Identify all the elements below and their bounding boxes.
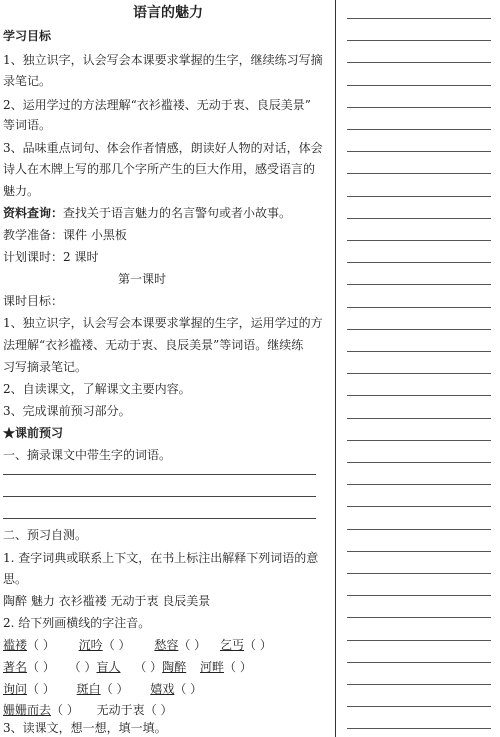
note-line[interactable]	[347, 551, 491, 552]
note-line[interactable]	[347, 684, 491, 685]
note-line[interactable]	[347, 529, 491, 530]
question-1: 一、摘录课文中带生字的词语。	[3, 448, 172, 462]
pinyin-word: 询问	[3, 682, 28, 696]
pinyin-blank[interactable]: （ ）	[27, 682, 55, 696]
question-2-1: 1. 查字词典或联系上下文，在书上标注出解释下列词语的意	[3, 551, 319, 565]
pinyin-blank[interactable]: （ ）	[27, 638, 55, 652]
note-line[interactable]	[347, 506, 491, 507]
note-line[interactable]	[347, 129, 491, 130]
question-2: 二、预习自测。	[3, 528, 88, 542]
lesson-objective-line: 3、完成课前预习部分。	[3, 404, 131, 418]
pinyin-blank[interactable]: （ ）	[224, 660, 252, 674]
note-line[interactable]	[347, 462, 491, 463]
note-line[interactable]	[347, 373, 491, 374]
note-line[interactable]	[347, 240, 491, 241]
note-line[interactable]	[347, 395, 491, 396]
answer-line[interactable]	[3, 518, 316, 519]
note-line[interactable]	[347, 18, 491, 19]
pinyin-word: 陶醉	[162, 660, 187, 674]
lesson-objective-line: 习写摘录笔记。	[3, 360, 88, 374]
objective-line: 1、独立识字，认会写会本课要求掌握的生字，继续练习写摘	[3, 53, 323, 67]
objective-line: 3、品味重点词句、体会作者情感，朗读好人物的对话，体会	[3, 141, 323, 155]
pinyin-word: 盲人	[96, 660, 121, 674]
objective-line: 等词语。	[3, 118, 52, 132]
lesson-objective-line: 2、自读课文，了解课文主要内容。	[3, 382, 191, 396]
note-line[interactable]	[347, 329, 491, 330]
note-line[interactable]	[347, 484, 491, 485]
pinyin-word: 褴褛	[3, 638, 28, 652]
note-line[interactable]	[347, 617, 491, 618]
vocabulary-list: 陶醉 魅力 衣衫褴褛 无动于衷 良辰美景	[3, 594, 211, 608]
pinyin-word: 愁容	[154, 638, 179, 652]
pinyin-word: 沉吟	[78, 638, 103, 652]
pinyin-blank[interactable]: （ ）	[178, 638, 207, 652]
note-line[interactable]	[347, 85, 491, 86]
note-line[interactable]	[347, 307, 491, 308]
note-line[interactable]	[347, 662, 491, 663]
pinyin-word: 无动于衷	[96, 703, 145, 717]
note-line[interactable]	[347, 573, 491, 574]
note-line[interactable]	[347, 640, 491, 641]
lesson-objective-line: 1、独立识字，认会写会本课要求掌握的生字，运用学过的方	[3, 316, 323, 330]
lesson-title: 第一课时	[118, 272, 167, 286]
note-line[interactable]	[347, 728, 491, 729]
pinyin-word: 河畔	[200, 660, 225, 674]
pinyin-word: 著名	[3, 660, 28, 674]
note-line[interactable]	[347, 40, 491, 41]
note-line[interactable]	[347, 196, 491, 197]
note-line[interactable]	[347, 151, 491, 152]
note-line[interactable]	[347, 173, 491, 174]
pinyin-row	[3, 681, 202, 697]
notes-column	[337, 0, 500, 737]
objective-line: 魅力。	[3, 184, 40, 198]
pinyin-row	[3, 702, 173, 718]
pinyin-blank[interactable]: （ ）	[51, 703, 79, 717]
pinyin-blank[interactable]: （ ）	[134, 660, 163, 674]
research-label: 资料查询：	[3, 206, 64, 220]
preview-heading: ★课前预习	[3, 426, 64, 440]
pinyin-word: 嬉戏	[150, 682, 175, 696]
note-line[interactable]	[347, 595, 491, 596]
objective-line: 2、运用学过的方法理解“衣衫褴褛、无动于衷、良辰美景”	[3, 98, 311, 112]
pinyin-row	[3, 659, 252, 675]
objective-line: 诗人在木牌上写的那几个字所产生的巨大作用，感受语言的	[3, 162, 316, 176]
pinyin-blank[interactable]: （ ）	[144, 703, 173, 717]
note-line[interactable]	[347, 62, 491, 63]
answer-line[interactable]	[3, 496, 316, 497]
note-line[interactable]	[347, 418, 491, 419]
pinyin-blank[interactable]: （ ）	[244, 638, 272, 652]
pinyin-blank[interactable]: （ ）	[100, 682, 129, 696]
note-line[interactable]	[347, 440, 491, 441]
objective-line: 录笔记。	[3, 74, 52, 88]
research-text: 查找关于语言魅力的名言警句或者小故事。	[63, 206, 292, 220]
answer-line[interactable]	[3, 474, 316, 475]
pinyin-blank[interactable]: （ ）	[27, 660, 55, 674]
planned-periods: 计划课时：2 课时	[3, 250, 99, 264]
page-title: 语言的魅力	[133, 5, 203, 21]
note-line[interactable]	[347, 218, 491, 219]
pinyin-row	[3, 637, 272, 653]
teaching-prep: 教学准备：课件 小黑板	[3, 228, 127, 242]
note-line[interactable]	[347, 706, 491, 707]
pinyin-word: 斑白	[76, 682, 101, 696]
question-2-2: 2. 给下列画横线的字注音。	[3, 616, 151, 630]
research-line	[3, 205, 291, 221]
question-2-1-cont: 思。	[3, 572, 28, 586]
objectives-heading: 学习目标	[3, 29, 52, 43]
question-2-3: 3、读课文，想一想，填一填。	[3, 721, 167, 735]
note-line[interactable]	[347, 262, 491, 263]
pinyin-blank[interactable]: （ ）	[68, 660, 97, 674]
pinyin-word: 乞丐	[220, 638, 245, 652]
note-line[interactable]	[347, 107, 491, 108]
pinyin-word: 姗姗而去	[3, 703, 52, 717]
note-line[interactable]	[347, 284, 491, 285]
pinyin-blank[interactable]: （ ）	[102, 638, 131, 652]
pinyin-blank[interactable]: （ ）	[174, 682, 203, 696]
note-line[interactable]	[347, 351, 491, 352]
lesson-objectives-heading: 课时目标：	[3, 294, 64, 308]
lesson-objective-line: 法理解“衣衫褴褛、无动于衷、良辰美景”等词语。继续练	[3, 338, 304, 352]
